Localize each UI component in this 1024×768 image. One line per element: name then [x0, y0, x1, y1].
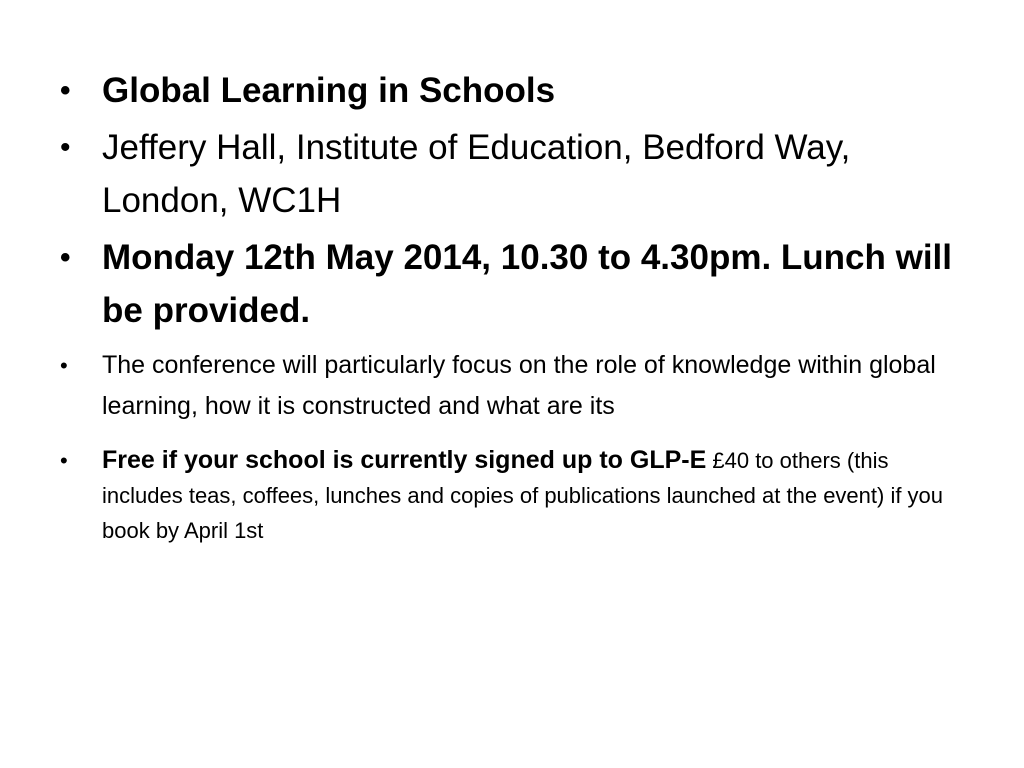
bullet-point-icon: • — [60, 448, 68, 473]
bullet-point-icon: • — [60, 241, 71, 274]
pricing-details: £40 to others (this includes teas, coffees, lunches and copies of publications launched at the event) if you book by April 1st — [102, 448, 944, 543]
bullet-point-icon: • — [60, 74, 71, 107]
bullet-point-icon: • — [60, 353, 68, 378]
free-offer-text: Free if your school is currently signed up to GLP-E — [102, 446, 707, 474]
event-description: The conference will particularly focus on the role of knowledge within global learning, how it is constructed and what are its — [102, 351, 936, 420]
bullet-item-venue — [60, 121, 970, 227]
bullet-item-description — [60, 345, 970, 427]
bullet-list — [60, 64, 970, 548]
event-date: Monday 12th May 2014, 10.30 to 4.30pm. Lunch will be provided. — [102, 238, 952, 330]
bullet-item-title — [60, 64, 970, 117]
event-title: Global Learning in Schools — [102, 71, 556, 110]
bullet-point-icon: • — [60, 131, 71, 164]
event-venue: Jeffery Hall, Institute of Education, Bedford Way, London, WC1H — [102, 128, 851, 220]
bullet-item-pricing — [60, 443, 970, 548]
bullet-item-date — [60, 231, 970, 337]
